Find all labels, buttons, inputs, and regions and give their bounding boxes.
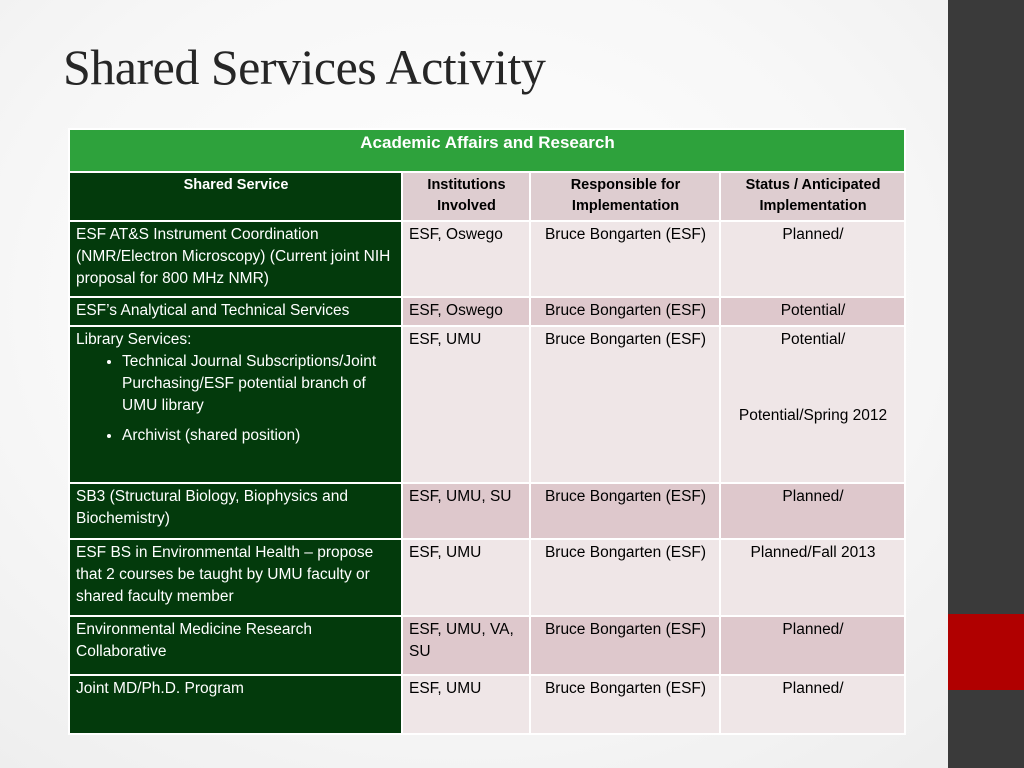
- status-spacer: [727, 351, 899, 405]
- institutions-cell: ESF, UMU: [402, 326, 530, 483]
- responsible-cell: Bruce Bongarten (ESF): [530, 326, 720, 483]
- responsible-cell: Bruce Bongarten (ESF): [530, 675, 720, 734]
- status-cell: Potential/: [720, 297, 905, 326]
- institutions-cell: ESF, UMU, SU: [402, 483, 530, 539]
- institutions-cell: ESF, Oswego: [402, 297, 530, 326]
- status-cell: Planned/: [720, 483, 905, 539]
- status-cell: Planned/: [720, 221, 905, 297]
- status-cell: Planned/: [720, 675, 905, 734]
- table-row: [69, 675, 905, 734]
- institutions-cell: ESF, UMU, VA, SU: [402, 616, 530, 675]
- header-responsible: Responsible for Implementation: [530, 172, 720, 221]
- table-row: [69, 539, 905, 616]
- service-cell: Environmental Medicine Research Collaborative: [69, 616, 402, 675]
- table-row: [69, 221, 905, 297]
- library-services-list: [76, 351, 396, 447]
- side-accent-block: [948, 614, 1024, 690]
- table-row: [69, 616, 905, 675]
- service-cell: SB3 (Structural Biology, Biophysics and Biochemistry): [69, 483, 402, 539]
- header-institutions: Institutions Involved: [402, 172, 530, 221]
- list-item: • Archivist (shared position): [122, 425, 396, 447]
- responsible-cell: Bruce Bongarten (ESF): [530, 616, 720, 675]
- table-header-row: [69, 172, 905, 221]
- library-services-label: Library Services:: [76, 331, 192, 348]
- responsible-cell: Bruce Bongarten (ESF): [530, 221, 720, 297]
- table-row: [69, 483, 905, 539]
- service-cell: ESF’s Analytical and Technical Services: [69, 297, 402, 326]
- status-cell: [720, 326, 905, 483]
- shared-services-table: [68, 128, 906, 735]
- service-cell: ESF BS in Environmental Health – propose that 2 courses be taught by UMU faculty or shared faculty member: [69, 539, 402, 616]
- status-text: Potential/: [780, 331, 846, 348]
- table-row: [69, 326, 905, 483]
- institutions-cell: ESF, Oswego: [402, 221, 530, 297]
- service-cell: [69, 326, 402, 483]
- service-cell: ESF AT&S Instrument Coordination (NMR/Electron Microscopy) (Current joint NIH proposal for 800 MHz NMR): [69, 221, 402, 297]
- slide-title: Shared Services Activity: [63, 39, 546, 95]
- status-text-secondary: Potential/Spring 2012: [738, 407, 888, 424]
- status-cell: Planned/Fall 2013: [720, 539, 905, 616]
- responsible-cell: Bruce Bongarten (ESF): [530, 483, 720, 539]
- list-item: • Technical Journal Subscriptions/Joint Purchasing/ESF potential branch of UMU library: [122, 351, 396, 417]
- header-shared-service: Shared Service: [69, 172, 402, 221]
- status-cell: Planned/: [720, 616, 905, 675]
- institutions-cell: ESF, UMU: [402, 675, 530, 734]
- responsible-cell: Bruce Bongarten (ESF): [530, 297, 720, 326]
- table-caption-row: [69, 129, 905, 172]
- header-status: Status / Anticipated Implementation: [720, 172, 905, 221]
- table-row: [69, 297, 905, 326]
- table-caption: Academic Affairs and Research: [69, 129, 905, 172]
- institutions-cell: ESF, UMU: [402, 539, 530, 616]
- responsible-cell: Bruce Bongarten (ESF): [530, 539, 720, 616]
- service-cell: Joint MD/Ph.D. Program: [69, 675, 402, 734]
